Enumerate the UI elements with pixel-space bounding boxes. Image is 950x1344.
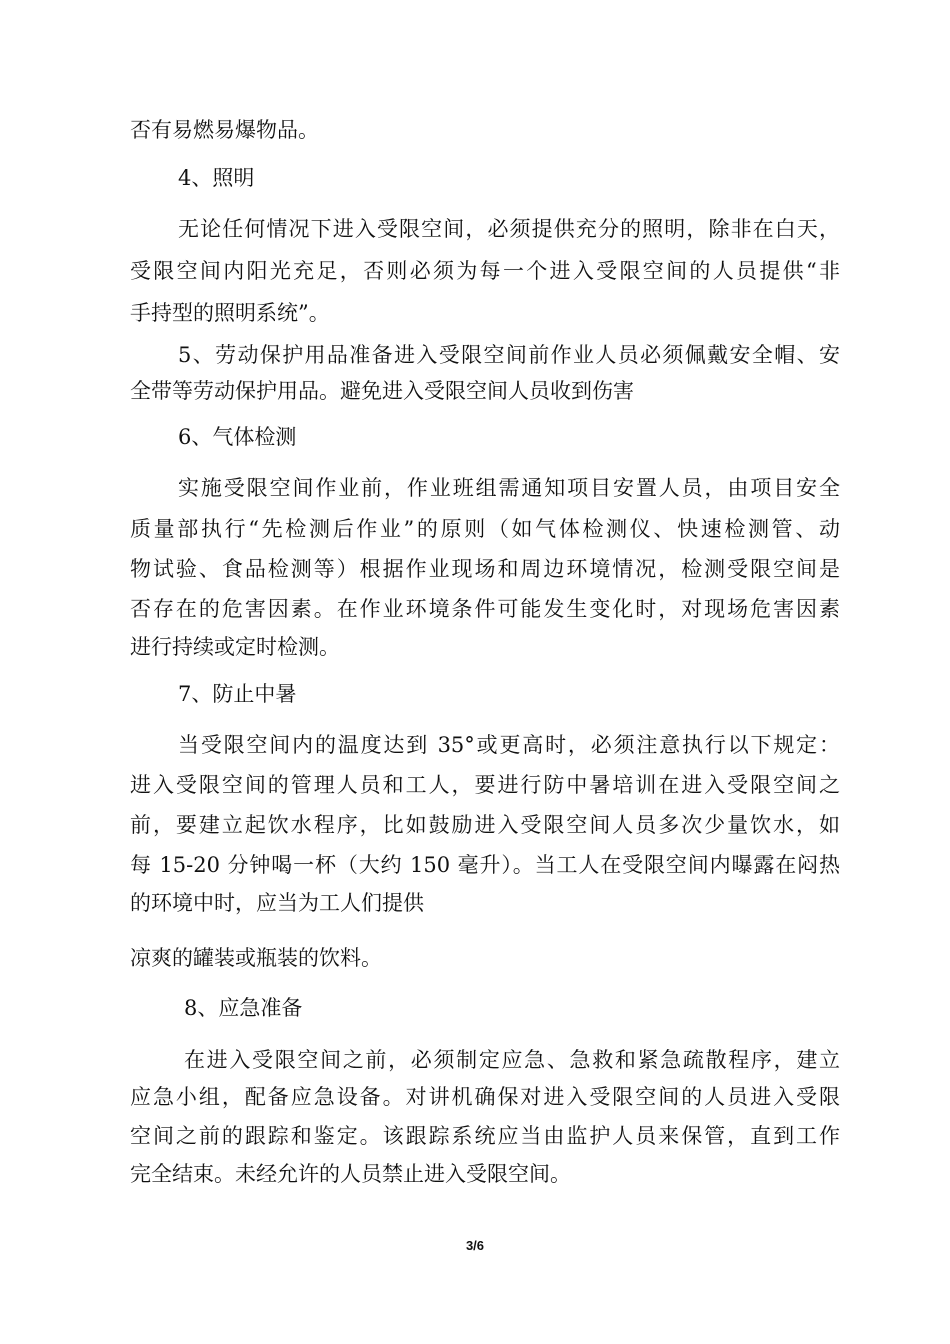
paragraph-line: 实施受限空间作业前，作业班组需通知项目安置人员，由项目安全 <box>178 476 840 500</box>
paragraph-line: 空间之前的跟踪和鉴定。该跟踪系统应当由监护人员来保管，直到工作 <box>130 1124 840 1148</box>
section-heading-emergency: 8、应急准备 <box>184 996 303 1020</box>
section-heading-heatstroke: 7、防止中暑 <box>178 682 297 706</box>
section-heading-lighting: 4、照明 <box>178 166 255 190</box>
paragraph-line: 凉爽的罐装或瓶装的饮料。 <box>130 946 382 970</box>
paragraph-line: 当受限空间内的温度达到 35°或更高时，必须注意执行以下规定： <box>178 733 840 757</box>
paragraph-line: 每 15-20 分钟喝一杯（大约 150 毫升）。当工人在受限空间内曝露在闷热 <box>130 853 840 877</box>
paragraph-line: 进入受限空间的管理人员和工人，要进行防中暑培训在进入受限空间之 <box>130 773 840 797</box>
section-heading-gas-detection: 6、气体检测 <box>178 425 297 449</box>
paragraph-line: 否有易燃易爆物品。 <box>130 118 319 142</box>
paragraph-line: 受限空间内阳光充足，否则必须为每一个进入受限空间的人员提供“非 <box>130 259 840 283</box>
paragraph-line: 5、劳动保护用品准备进入受限空间前作业人员必须佩戴安全帽、安 <box>178 343 840 367</box>
page-number: 3/6 <box>465 1238 485 1253</box>
paragraph-line: 全带等劳动保护用品。避免进入受限空间人员收到伤害 <box>130 379 634 403</box>
paragraph-line: 否存在的危害因素。在作业环境条件可能发生变化时，对现场危害因素 <box>130 597 840 621</box>
paragraph-line: 应急小组，配备应急设备。对讲机确保对进入受限空间的人员进入受限 <box>130 1085 840 1109</box>
paragraph-line: 进行持续或定时检测。 <box>130 635 340 659</box>
paragraph-line: 质量部执行“先检测后作业”的原则（如气体检测仪、快速检测管、动 <box>130 517 840 541</box>
paragraph-line: 的环境中时，应当为工人们提供 <box>130 891 424 915</box>
paragraph-line: 在进入受限空间之前，必须制定应急、急救和紧急疏散程序，建立 <box>184 1048 840 1072</box>
paragraph-line: 无论任何情况下进入受限空间，必须提供充分的照明，除非在白天， <box>178 217 840 241</box>
paragraph-line: 前，要建立起饮水程序，比如鼓励进入受限空间人员多次少量饮水，如 <box>130 813 840 837</box>
paragraph-line: 手持型的照明系统”。 <box>130 301 330 325</box>
paragraph-line: 完全结束。未经允许的人员禁止进入受限空间。 <box>130 1162 571 1186</box>
paragraph-line: 物试验、食品检测等）根据作业现场和周边环境情况，检测受限空间是 <box>130 557 840 581</box>
